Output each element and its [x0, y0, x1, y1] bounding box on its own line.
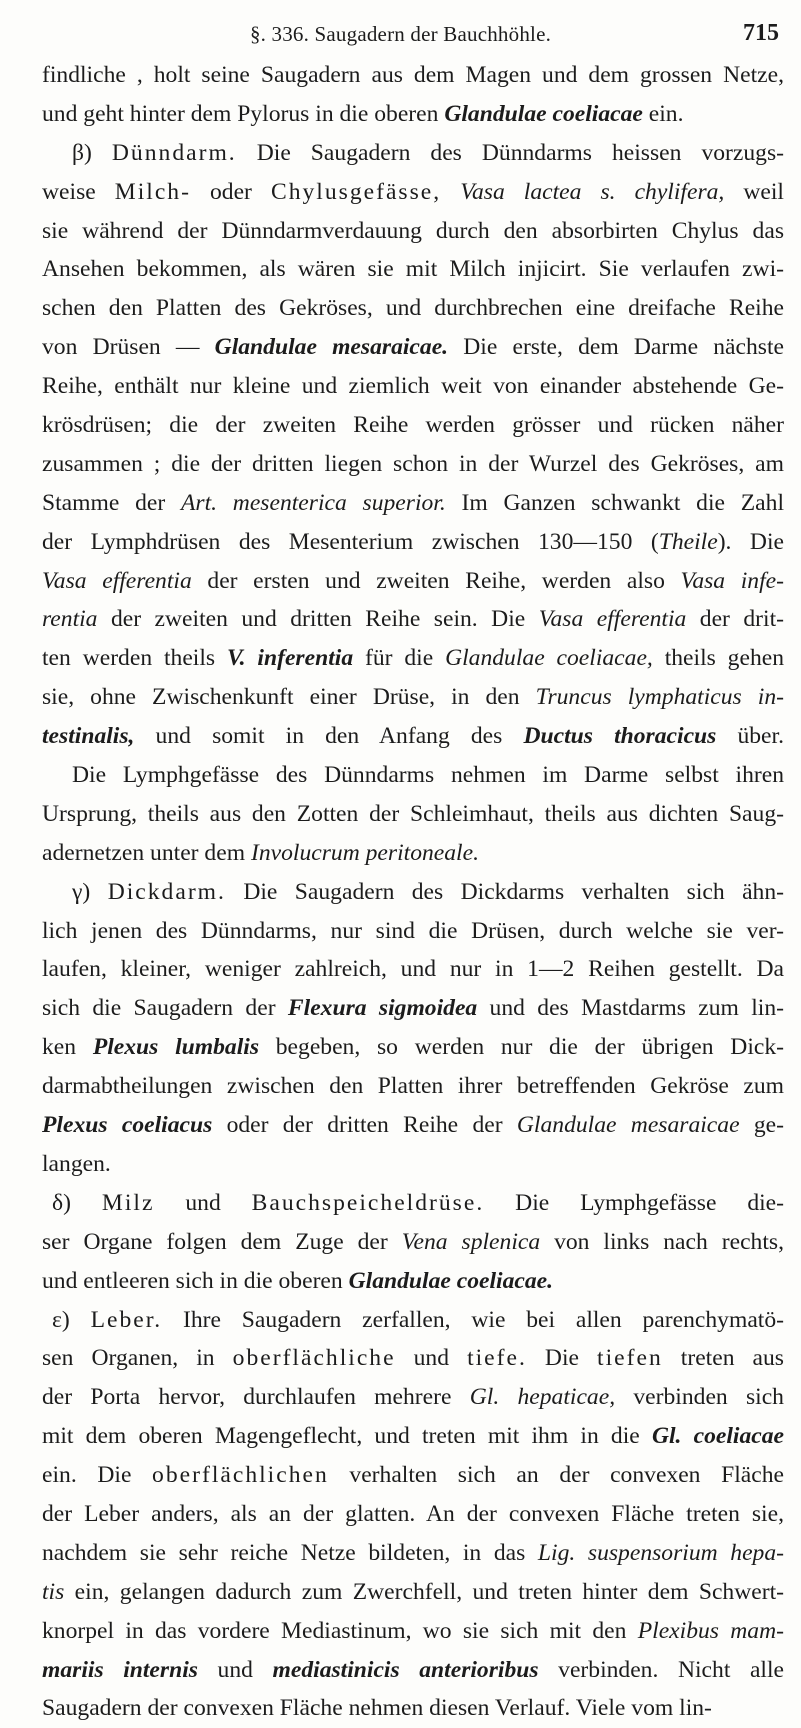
text-run: der Leber anders, als an der glatten. An der convexen Fläche treten sie, — [42, 1500, 784, 1527]
text-line — [42, 1184, 784, 1223]
text-line — [42, 1456, 784, 1495]
text-run: der Porta hervor, durchlaufen mehrere — [42, 1384, 470, 1411]
text-line — [42, 328, 784, 367]
text-line — [42, 756, 784, 795]
text-run: Die Saugadern des Dünndarms heissen vorzugs- — [236, 139, 785, 166]
emphasis-text: Truncus lymphaticus in- — [535, 684, 784, 711]
text-run: und — [197, 1656, 273, 1683]
emphasis-text: oberflächliche — [232, 1345, 396, 1372]
text-run: laufen, kleiner, weniger zahlreich, und nur in 1—2 Reihen gestellt. Da — [42, 956, 784, 983]
text-run: Die Saugadern des Dickdarms verhalten sich ähn- — [225, 878, 784, 905]
text-run: über. — [716, 723, 784, 750]
text-run: Reihe, enthält nur kleine und ziemlich weit von einander abstehende Ge- — [42, 373, 784, 400]
emphasis-text: tiefen — [597, 1345, 663, 1372]
text-line — [42, 134, 784, 173]
text-run: Ansehen bekommen, als wären sie mit Milch injicirt. Sie verlaufen zwi- — [42, 256, 784, 283]
text-line — [42, 912, 784, 951]
text-run: von Drüsen — — [42, 334, 215, 361]
emphasis-text: Theile — [658, 528, 718, 555]
text-line — [42, 1573, 784, 1612]
emphasis-text: Art. mesenterica superior. — [180, 489, 446, 516]
text-run: nachdem sie sehr reiche Netze bildeten, in das — [42, 1539, 538, 1566]
text-line — [42, 1651, 784, 1690]
emphasis-text: Dünndarm. — [111, 139, 237, 166]
text-run: sen Organen, in — [42, 1345, 233, 1372]
emphasis-text: Glandulae mesaraicae. — [214, 334, 449, 361]
text-run: theils gehen — [652, 645, 785, 672]
emphasis-text: Gl. coeliacae — [651, 1423, 785, 1450]
text-line — [42, 1612, 784, 1651]
text-line — [42, 1495, 784, 1534]
text-run: von links nach rechts, — [540, 1228, 784, 1255]
body-text — [42, 56, 784, 1728]
text-run: Die erste, dem Darme nächste — [448, 334, 784, 361]
text-run: der Lymphdrüsen des Mesenterium zwischen 130—150 ( — [42, 528, 659, 555]
text-line — [42, 367, 784, 406]
emphasis-text: Chylusgefässe, — [270, 178, 442, 205]
text-run: Ihre Saugadern zerfallen, wie bei allen parenchymatö- — [162, 1306, 784, 1333]
text-run: ein. Die — [42, 1462, 153, 1489]
text-line — [42, 56, 784, 95]
text-run: zusammen ; die der dritten liegen schon in der Wurzel des Gekröses, am — [42, 450, 784, 477]
text-line — [42, 678, 784, 717]
emphasis-text: Gl. hepaticae, — [469, 1384, 616, 1411]
text-run: weil — [724, 178, 784, 205]
text-run: treten aus — [662, 1345, 784, 1372]
text-run: findliche , holt seine Saugadern aus dem Magen und dem grossen Netze, — [42, 62, 784, 88]
text-run: verhalten sich an der convexen Fläche — [328, 1462, 784, 1489]
text-line — [42, 1534, 784, 1573]
running-head: §. 336. Saugadern der Bauchhöhle. — [249, 22, 552, 46]
text-run — [441, 179, 460, 205]
page-header — [0, 22, 801, 52]
text-line — [42, 1301, 784, 1340]
text-line — [42, 1339, 784, 1378]
text-run: für die — [353, 645, 446, 672]
text-run: ein, gelangen dadurch zum Zwerchfell, und treten hinter dem Schwert- — [64, 1578, 784, 1605]
emphasis-text: Plexus coeliacus — [42, 1112, 213, 1139]
text-line — [42, 1689, 784, 1728]
text-run: sie während der Dünndarmverdauung durch den absorbirten Chylus das — [42, 217, 784, 244]
text-run: ser Organe folgen dem Zuge der — [42, 1228, 402, 1255]
text-line — [42, 1378, 784, 1417]
emphasis-text: tis — [42, 1578, 65, 1605]
emphasis-text: Involucrum peritoneale. — [250, 839, 479, 866]
emphasis-text: Ductus thoracicus — [523, 723, 717, 750]
text-line — [42, 95, 784, 134]
text-run: ken — [42, 1034, 93, 1061]
text-line — [42, 834, 784, 873]
text-run: schen den Platten des Gekröses, und durchbrechen eine dreifache Reihe — [42, 295, 784, 322]
text-line — [42, 562, 784, 601]
text-run: verbinden. Nicht alle — [538, 1656, 785, 1683]
emphasis-text: V. inferentia — [226, 645, 354, 672]
emphasis-text: Vena splenica — [401, 1228, 541, 1255]
emphasis-text: Leber. — [90, 1306, 163, 1333]
text-line — [42, 795, 784, 834]
text-run: und entleeren sich in die oberen — [42, 1267, 349, 1294]
text-run: mit dem oberen Magengeflecht, und treten mit ihm in die — [42, 1423, 652, 1450]
text-run: ein. — [642, 100, 684, 127]
text-run: Stamme der — [42, 489, 181, 516]
emphasis-text: Vasa efferentia — [538, 606, 687, 633]
emphasis-text: Glandulae mesaraicae — [516, 1112, 740, 1139]
text-run: krösdrüsen; die der zweiten Reihe werden grösser und rücken näher — [42, 412, 784, 439]
text-run: Die — [526, 1345, 598, 1372]
text-run: und des Mastdarms zum lin- — [477, 995, 784, 1022]
emphasis-text: Vasa lactea s. chylifera, — [460, 178, 725, 205]
emphasis-text: Vasa infe- — [680, 567, 784, 594]
text-run: begeben, so werden nur die der übrigen Dick- — [259, 1034, 785, 1061]
text-line — [42, 212, 784, 251]
text-line — [42, 1145, 784, 1184]
text-run: sich die Saugadern der — [42, 995, 288, 1022]
text-run: ge- — [739, 1112, 784, 1139]
text-run: der zweiten und dritten Reihe sein. Die — [97, 606, 539, 633]
emphasis-text: Milz — [101, 1189, 155, 1216]
emphasis-text: Flexura sigmoidea — [287, 995, 478, 1022]
emphasis-text: mediastinicis anterioribus — [272, 1656, 539, 1683]
text-run: Saugadern der convexen Fläche nehmen diesen Verlauf. Viele vom lin- — [42, 1695, 712, 1722]
text-run: Ursprung, theils aus den Zotten der Schleimhaut, theils aus dichten Saug- — [42, 800, 784, 827]
text-line — [42, 717, 784, 756]
text-line — [42, 1067, 784, 1106]
page-number: 715 — [743, 20, 779, 46]
emphasis-text: testinalis, — [42, 723, 135, 750]
text-line — [42, 173, 784, 212]
text-run: der drit- — [686, 606, 784, 633]
emphasis-text: Glandulae coeliacae. — [348, 1267, 554, 1294]
text-run: sie, ohne Zwischenkunft einer Drüse, in den — [42, 684, 536, 711]
emphasis-text: tiefe. — [467, 1345, 527, 1372]
text-line — [42, 250, 784, 289]
text-run: der ersten und zweiten Reihe, werden also — [191, 567, 681, 594]
text-run: darmabtheilungen zwischen den Platten ihrer betreffenden Gekröse zum — [42, 1073, 784, 1100]
text-run: ten werden theils — [42, 645, 227, 672]
text-run: und somit in den Anfang des — [134, 723, 524, 750]
text-line — [42, 445, 784, 484]
text-line — [42, 1028, 784, 1067]
text-run: und — [154, 1189, 252, 1216]
text-line — [42, 1106, 784, 1145]
text-line — [42, 950, 784, 989]
text-run: ε) — [52, 1306, 91, 1333]
text-run: Im Ganzen schwankt die Zahl — [445, 489, 784, 516]
emphasis-text: Dickdarm. — [107, 878, 226, 905]
text-line — [42, 639, 784, 678]
text-line — [42, 1223, 784, 1262]
text-line — [42, 1262, 784, 1301]
emphasis-text: Lig. suspensorium hepa- — [537, 1539, 784, 1566]
text-run: Die Lymphgefässe die- — [484, 1189, 785, 1216]
emphasis-text: rentia — [42, 606, 98, 633]
text-run: Die Lymphgefässe des Dünndarms nehmen im Darme selbst ihren — [72, 762, 784, 789]
text-run: weise — [42, 178, 115, 205]
text-line — [42, 523, 784, 562]
text-run: oder der dritten Reihe der — [212, 1112, 517, 1139]
text-run: γ) — [72, 878, 108, 905]
text-run: lich jenen des Dünndarms, nur sind die Drüsen, durch welche sie ver- — [42, 917, 784, 944]
emphasis-text: Vasa efferentia — [42, 567, 192, 594]
text-run: β) — [72, 139, 112, 166]
text-line — [42, 1417, 784, 1456]
text-line — [42, 406, 784, 445]
emphasis-text: Plexibus mam- — [637, 1617, 784, 1644]
text-run: langen. — [42, 1150, 111, 1177]
text-run: verbinden sich — [615, 1384, 784, 1411]
text-run: knorpel in das vordere Mediastinum, wo sie sich mit den — [42, 1617, 638, 1644]
text-line — [42, 989, 784, 1028]
emphasis-text: Plexus lumbalis — [92, 1034, 260, 1061]
text-run: adernetzen unter dem — [42, 839, 251, 866]
text-line — [42, 873, 784, 912]
text-run: und geht hinter dem Pylorus in die oberen — [42, 100, 445, 127]
text-run: ). Die — [717, 528, 784, 555]
emphasis-text: Glandulae coeliacae, — [445, 645, 653, 672]
text-run: und — [395, 1345, 468, 1372]
text-run: δ) — [52, 1189, 102, 1216]
emphasis-text: oberflächlichen — [152, 1462, 329, 1489]
emphasis-text: Glandulae coeliacae — [444, 100, 643, 127]
text-line — [42, 289, 784, 328]
text-line — [42, 484, 784, 523]
emphasis-text: Bauchspeicheldrüse. — [251, 1189, 485, 1216]
emphasis-text: Milch- — [114, 178, 191, 205]
emphasis-text: mariis internis — [42, 1656, 198, 1683]
text-line — [42, 600, 784, 639]
text-run: oder — [190, 178, 271, 205]
